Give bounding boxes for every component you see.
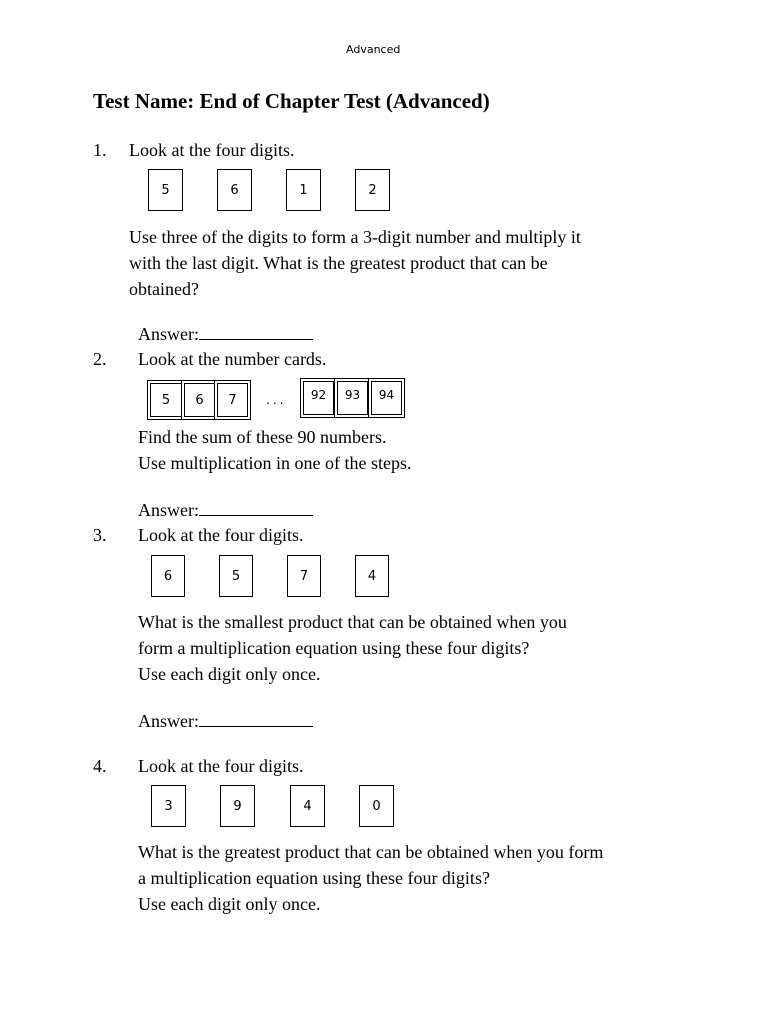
question-1-text-line: obtained? bbox=[129, 279, 199, 299]
question-1-answer bbox=[138, 321, 313, 347]
question-4-number: 4. bbox=[93, 756, 107, 776]
digit-card: 4 bbox=[290, 785, 325, 827]
question-3-text-line: form a multiplication equation using these four digits? bbox=[138, 638, 530, 658]
number-card: 5 bbox=[150, 383, 182, 417]
question-4-text-line: Use each digit only once. bbox=[138, 894, 321, 914]
question-2-answer bbox=[138, 497, 313, 523]
answer-label: Answer: bbox=[138, 711, 199, 731]
question-4-text-line: What is the greatest product that can be obtained when you form bbox=[138, 842, 604, 862]
question-2-prompt: Look at the number cards. bbox=[138, 349, 327, 369]
question-3-prompt: Look at the four digits. bbox=[138, 525, 304, 545]
number-card: 94 bbox=[371, 381, 402, 415]
number-card: 93 bbox=[337, 381, 368, 415]
digit-card: 1 bbox=[286, 169, 321, 211]
question-4-prompt: Look at the four digits. bbox=[138, 756, 304, 776]
answer-blank[interactable] bbox=[199, 497, 313, 516]
digit-card: 2 bbox=[355, 169, 390, 211]
digit-card: 7 bbox=[287, 555, 321, 597]
question-1-number: 1. bbox=[93, 140, 107, 160]
digit-card: 6 bbox=[217, 169, 252, 211]
digit-card: 9 bbox=[220, 785, 255, 827]
digit-card: 3 bbox=[151, 785, 186, 827]
answer-label: Answer: bbox=[138, 500, 199, 520]
question-2-text-line: Use multiplication in one of the steps. bbox=[138, 453, 412, 473]
test-title: Test Name: End of Chapter Test (Advanced) bbox=[93, 89, 490, 113]
number-card: 92 bbox=[303, 381, 334, 415]
digit-card: 0 bbox=[359, 785, 394, 827]
answer-blank[interactable] bbox=[199, 708, 313, 727]
digit-card: 5 bbox=[219, 555, 253, 597]
answer-label: Answer: bbox=[138, 324, 199, 344]
question-4-text-line: a multiplication equation using these four digits? bbox=[138, 868, 490, 888]
question-3-answer bbox=[138, 708, 313, 734]
answer-blank[interactable] bbox=[199, 321, 313, 340]
ellipsis: ... bbox=[266, 393, 287, 407]
number-card: 6 bbox=[184, 383, 215, 417]
digit-card: 5 bbox=[148, 169, 183, 211]
digit-card: 4 bbox=[355, 555, 389, 597]
question-1-prompt: Look at the four digits. bbox=[129, 140, 295, 160]
question-2-number: 2. bbox=[93, 349, 107, 369]
question-3-text-line: What is the smallest product that can be obtained when you bbox=[138, 612, 567, 632]
number-card: 7 bbox=[217, 383, 248, 417]
question-3-number: 3. bbox=[93, 525, 107, 545]
question-1-text-line: Use three of the digits to form a 3-digit number and multiply it bbox=[129, 227, 581, 247]
question-3-text-line: Use each digit only once. bbox=[138, 664, 321, 684]
digit-card: 6 bbox=[151, 555, 185, 597]
page-header: Advanced bbox=[346, 43, 401, 56]
question-2-text-line: Find the sum of these 90 numbers. bbox=[138, 427, 387, 447]
question-1-text-line: with the last digit. What is the greatest product that can be bbox=[129, 253, 548, 273]
